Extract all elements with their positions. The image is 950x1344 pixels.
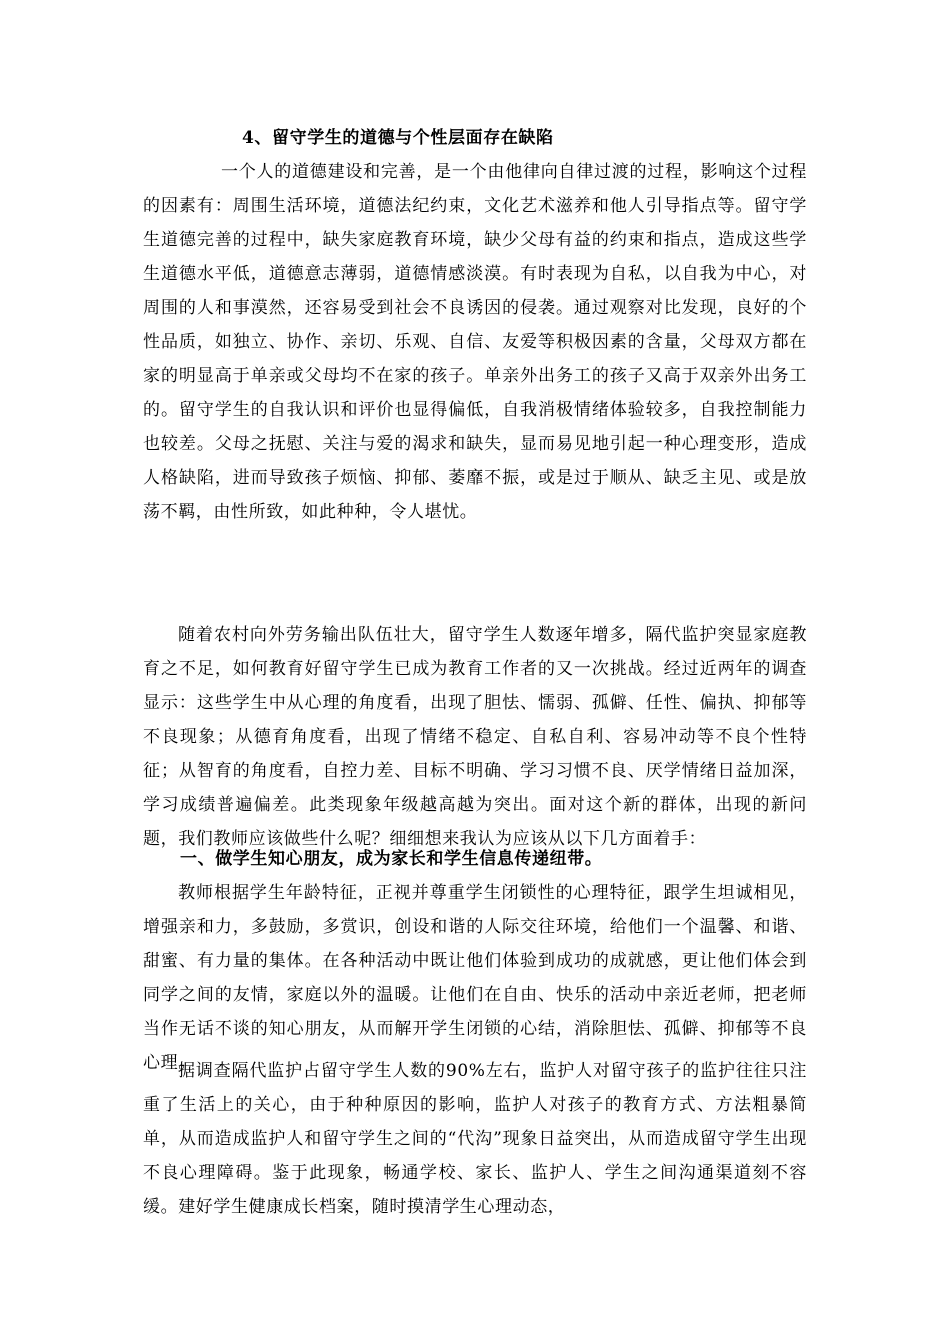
subheading-confidant-teacher: 一、做学生知心朋友，成为家长和学生信息传递纽带。 xyxy=(180,849,603,869)
body-paragraph-teacher-approach: 教师根据学生年龄特征，正视并尊重学生闭锁性的心理特征，跟学生坦诚相见，增强亲和力，多鼓励，多赏识，创设和谐的人际交往环境，给他们一个温馨、和谐、甜蜜、有力量的集体。在各种活动中既让他们体验到成功的成就感，更让他们体会到同学之间的友情，家庭以外的温暖。让他们在自由、快乐的活动中亲近老师，把老师当作无话不谈的知心朋友，从而解开学生闭锁的心结，消除胆怯、孤僻、抑郁等不良心理。 xyxy=(143,883,807,1073)
body-paragraph-guardian-survey: 据调查隔代监护占留守学生人数的90%左右，监护人对留守孩子的监护往往只注重了生活上的关心，由于种种原因的影响，监护人对孩子的教育方式、方法粗暴简单，从而造成监护人和留守学生之间的“代沟”现象日益突出，从而造成留守学生出现不良心理障碍。鉴于此现象，畅通学校、家长、监护人、学生之间沟通渠道刻不容缓。建好学生健康成长档案，随时摸清学生心理动态， xyxy=(143,1061,807,1217)
body-paragraph-moral-deficiency: 一个人的道德建设和完善，是一个由他律向自律过渡的过程，影响这个过程的因素有：周围生活环境，道德法纪约束，文化艺术滋养和他人引导指点等。留守学生道德完善的过程中，缺失家庭教育环境，缺少父母有益的约束和指点，造成这些学生道德水平低，道德意志薄弱，道德情感淡漠。有时表现为自私，以自我为中心，对周围的人和事漠然，还容易受到社会不良诱因的侵袭。通过观察对比发现，良好的个性品质，如独立、协作、亲切、乐观、自信、友爱等积极因素的含量，父母双方都在家的明显高于单亲或父母均不在家的孩子。单亲外出务工的孩子又高于双亲外出务工的。留守学生的自我认识和评价也显得偏低，自我消极情绪体验较多，自我控制能力也较差。父母之抚慰、关注与爱的渴求和缺失，显而易见地引起一种心理变形，造成人格缺陷，进而导致孩子烦恼、抑郁、萎靡不振，或是过于顺从、缺乏主见、或是放荡不羁，由性所致，如此种种，令人堪忧。 xyxy=(143,162,807,522)
body-paragraph-survey-findings: 随着农村向外劳务输出队伍壮大，留守学生人数逐年增多，隔代监护突显家庭教育之不足，如何教育好留守学生已成为教育工作者的又一次挑战。经过近两年的调查显示：这些学生中从心理的角度看，出现了胆怯、懦弱、孤僻、任性、偏执、抑郁等不良现象；从德育角度看，出现了情绪不稳定、自私自利、容易冲动等不良个性特征；从智育的角度看，自控力差、目标不明确、学习习惯不良、厌学情绪日益加深，学习成绩普遍偏差。此类现象年级越高越为突出。面对这个新的群体，出现的新问题，我们教师应该做些什么呢？细细想来我认为应该从以下几方面着手： xyxy=(143,625,807,849)
section-heading: 4、留守学生的道德与个性层面存在缺陷 xyxy=(242,128,554,148)
